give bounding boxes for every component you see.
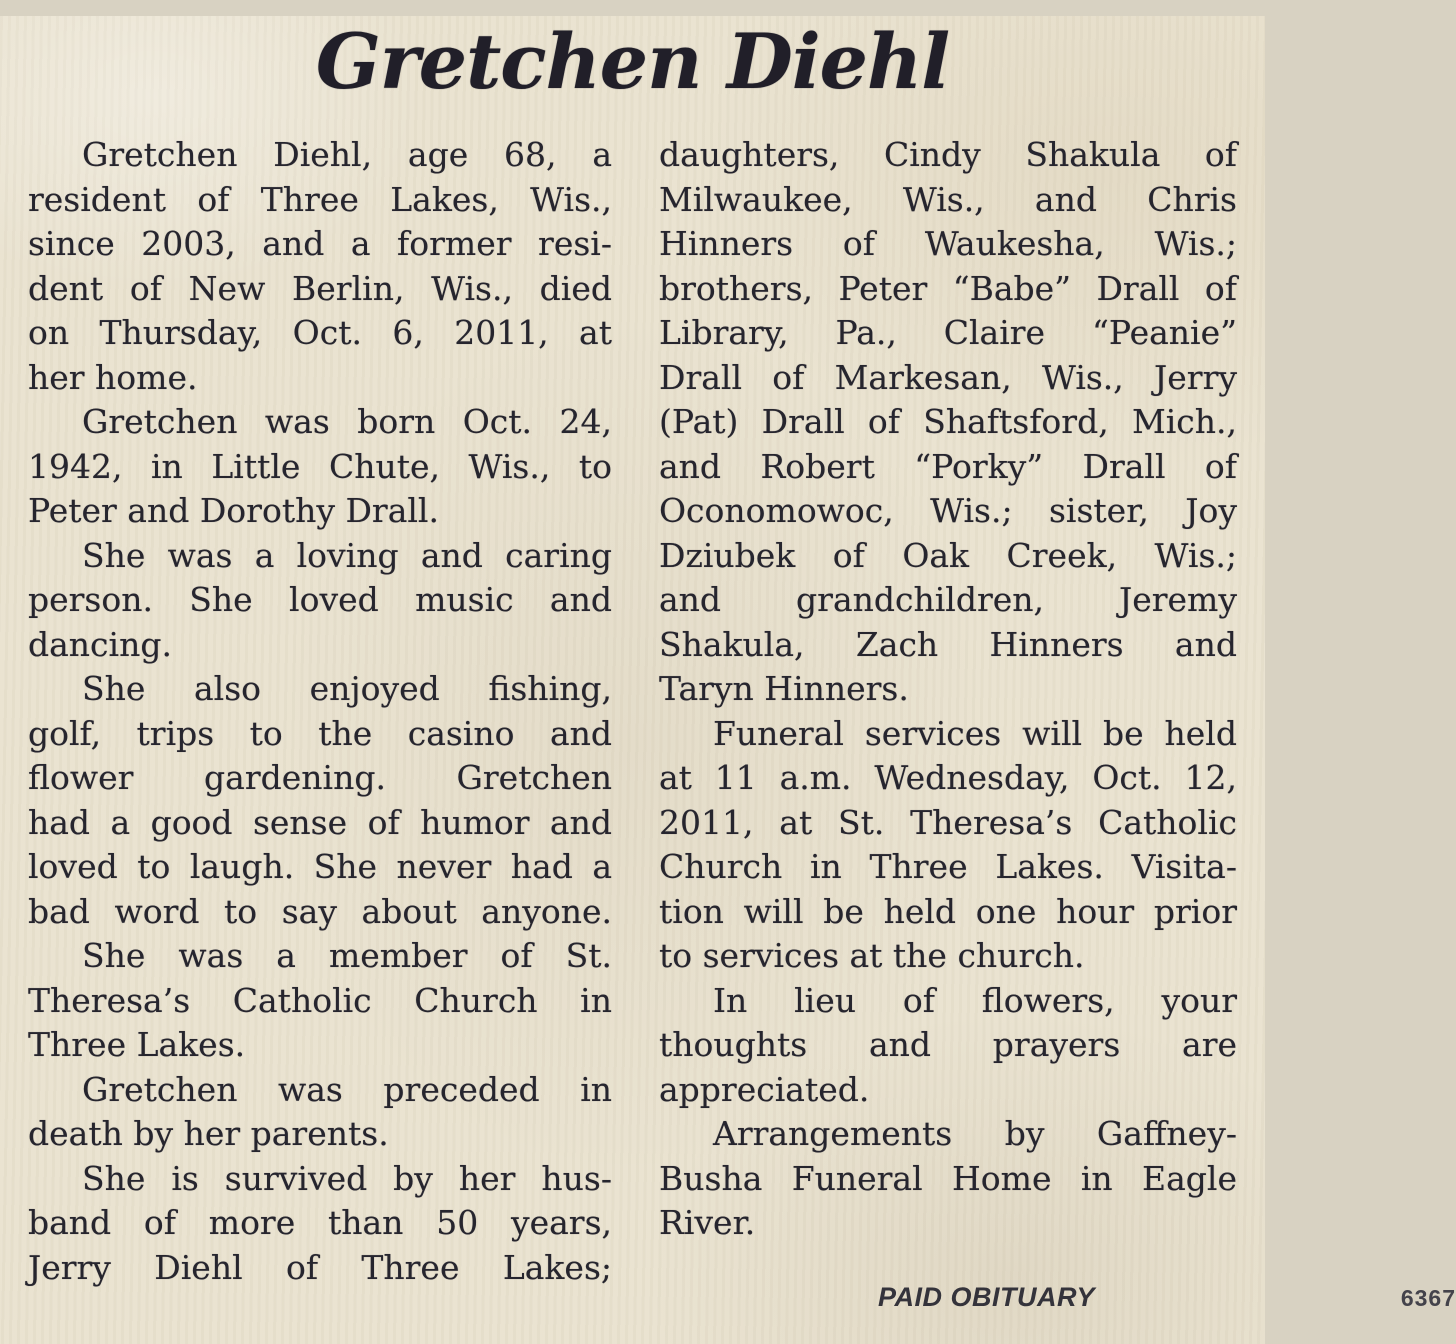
paid-obituary-label: PAID OBITUARY	[878, 1282, 1096, 1312]
text-line: Gretchen was preceded in	[82, 1069, 612, 1109]
obituary-number: 6367	[1400, 1285, 1456, 1311]
text-line: to services at the church.	[659, 936, 1085, 975]
footer-row	[660, 1282, 1456, 1313]
text-line: flower gardening. Gretchen	[28, 758, 612, 797]
text-line: resident of Three Lakes, Wis.,	[28, 179, 612, 219]
right-column	[659, 133, 1237, 1290]
text-line: She also enjoyed fishing,	[82, 669, 612, 708]
text-line: Dziubek of Oak Creek, Wis.;	[659, 535, 1237, 575]
text-line: Three Lakes.	[28, 1025, 246, 1064]
text-line: dent of New Berlin, Wis., died	[28, 268, 612, 308]
text-line: death by her parents.	[28, 1114, 389, 1153]
text-line: Theresa’s Catholic Church in	[28, 980, 612, 1020]
paragraph	[28, 133, 612, 400]
text-line: Drall of Markesan, Wis., Jerry	[659, 357, 1237, 397]
text-line: She was a member of St.	[82, 936, 612, 975]
text-line: brothers, Peter “Babe” Drall of	[659, 268, 1237, 308]
paragraph	[659, 133, 1237, 712]
text-line: at 11 a.m. Wednesday, Oct. 12,	[659, 758, 1237, 797]
paragraph	[28, 534, 612, 668]
text-line: band of more than 50 years,	[28, 1203, 612, 1242]
paragraph	[659, 712, 1237, 979]
text-line: (Pat) Drall of Shaftsford, Mich.,	[659, 402, 1237, 441]
text-line: She is survived by her hus-	[82, 1158, 612, 1198]
text-line: and grandchildren, Jeremy	[659, 580, 1237, 619]
text-line: Church in Three Lakes. Visita-	[659, 847, 1237, 886]
text-line: 2011, at St. Theresa’s Catholic	[659, 802, 1237, 842]
paragraph	[28, 1068, 612, 1157]
text-line: Oconomowoc, Wis.; sister, Joy	[659, 491, 1237, 530]
obituary-clipping	[0, 16, 1456, 1344]
text-line: golf, trips to the casino and	[28, 713, 612, 753]
text-line: 1942, in Little Chute, Wis., to	[28, 446, 612, 486]
text-line: loved to laugh. She never had a	[28, 847, 612, 886]
text-line: She was a loving and caring	[82, 535, 612, 575]
text-line: River.	[659, 1203, 756, 1242]
text-line: Peter and Dorothy Drall.	[28, 491, 439, 530]
text-line: Taryn Hinners.	[659, 669, 909, 708]
text-line: thoughts and prayers are	[659, 1025, 1237, 1064]
paragraph	[659, 1112, 1237, 1246]
text-line: Arrangements by Gaffney-	[713, 1114, 1237, 1153]
paragraph	[28, 400, 612, 534]
article-body	[0, 133, 1265, 1290]
text-line: Milwaukee, Wis., and Chris	[659, 179, 1237, 219]
text-line: Shakula, Zach Hinners and	[659, 624, 1237, 664]
text-line: Jerry Diehl of Three Lakes;	[28, 1247, 612, 1287]
text-line: Gretchen was born Oct. 24,	[82, 402, 612, 441]
text-line: In lieu of flowers, your	[713, 980, 1237, 1020]
paragraph	[28, 934, 612, 1068]
text-line: since 2003, and a former resi-	[28, 224, 612, 263]
paragraph	[659, 979, 1237, 1113]
text-line: daughters, Cindy Shakula of	[659, 135, 1237, 174]
text-line: Gretchen Diehl, age 68, a	[82, 135, 612, 174]
text-line: Funeral services will be held	[713, 713, 1237, 753]
paragraph	[28, 1157, 612, 1291]
text-line: and Robert “Porky” Drall of	[659, 446, 1237, 486]
paragraph	[28, 667, 612, 934]
text-line: appreciated.	[659, 1069, 870, 1109]
left-column	[28, 133, 612, 1290]
text-line: Library, Pa., Claire “Peanie”	[659, 313, 1237, 352]
obituary-title: Gretchen Diehl	[315, 17, 950, 106]
text-line: on Thursday, Oct. 6, 2011, at	[28, 313, 612, 352]
text-line: tion will be held one hour prior	[659, 891, 1237, 931]
text-line: Hinners of Waukesha, Wis.;	[659, 224, 1237, 263]
text-line: had a good sense of humor and	[28, 802, 612, 842]
text-line: dancing.	[28, 624, 172, 664]
text-line: bad word to say about anyone.	[28, 891, 612, 931]
text-line: her home.	[28, 357, 198, 397]
text-line: Busha Funeral Home in Eagle	[659, 1158, 1237, 1198]
text-line: person. She loved music and	[28, 580, 612, 619]
